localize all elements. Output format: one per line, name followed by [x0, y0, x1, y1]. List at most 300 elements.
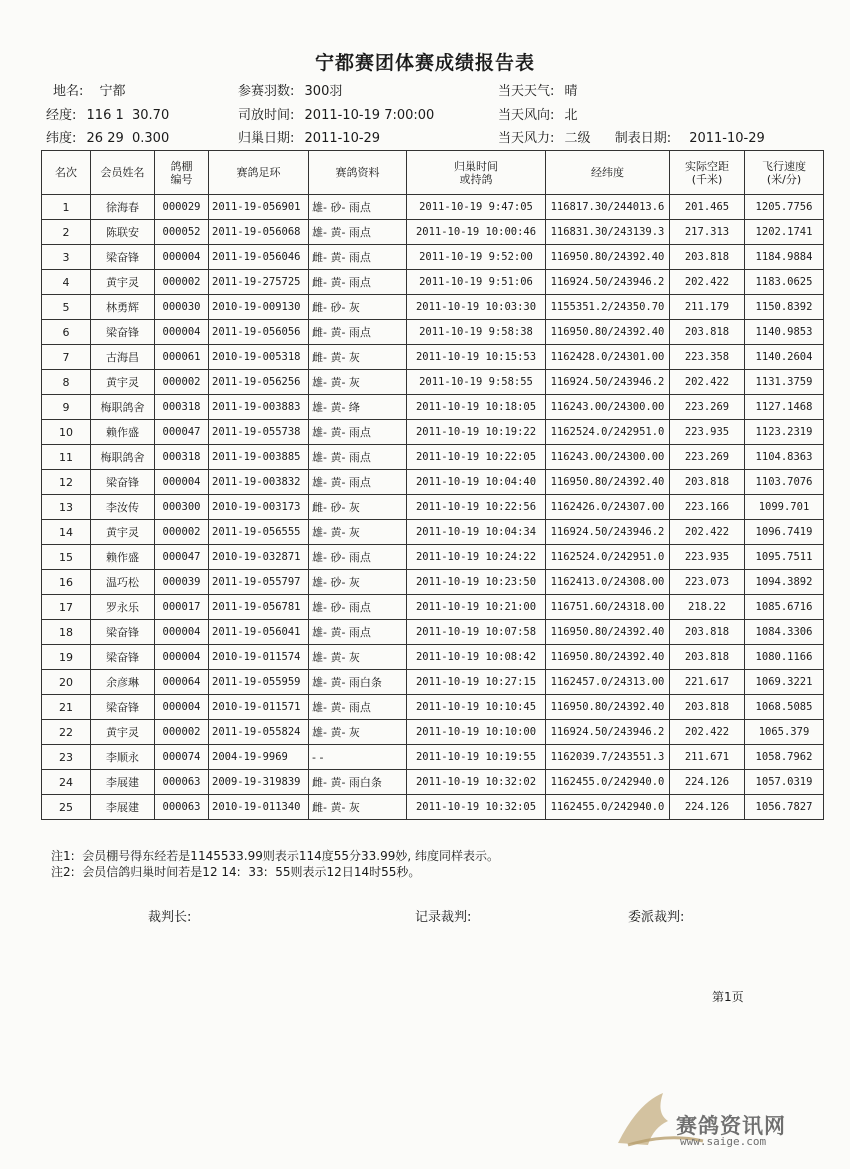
table-row: [42, 470, 824, 495]
table-cell: 2011-10-19 10:15:53: [407, 345, 546, 370]
wind-force-row: [498, 127, 765, 146]
made-date-label: 制表日期:: [614, 131, 672, 146]
count-value: 300羽: [304, 84, 343, 99]
table-cell: 雄- 黄- 雨点: [309, 470, 407, 495]
table-cell: 1065.379: [745, 720, 824, 745]
table-cell: 雌- 砂- 灰: [309, 295, 407, 320]
table-cell: 000052: [155, 220, 209, 245]
referee-head-label: 裁判长:: [148, 910, 192, 925]
table-cell: 2011-10-19 10:23:50: [407, 570, 546, 595]
table-cell: 224.126: [670, 795, 745, 820]
table-cell: 2011-10-19 10:10:00: [407, 720, 546, 745]
table-cell: 李汝传: [91, 495, 155, 520]
watermark-url: www.saige.com: [680, 1135, 767, 1148]
table-cell: 2011-10-19 10:00:46: [407, 220, 546, 245]
column-header: 赛鸽足环: [209, 151, 309, 195]
table-cell: 2011-19-056046: [209, 245, 309, 270]
table-cell: 1069.3221: [745, 670, 824, 695]
table-cell: 116831.30/243139.3: [546, 220, 670, 245]
table-cell: 2011-10-19 9:58:38: [407, 320, 546, 345]
table-cell: 1058.7962: [745, 745, 824, 770]
table-cell: 1: [42, 195, 91, 220]
table-cell: 2011-10-19 10:21:00: [407, 595, 546, 620]
table-row: [42, 320, 824, 345]
table-cell: 1162457.0/24313.00: [546, 670, 670, 695]
table-cell: 203.818: [670, 645, 745, 670]
table-cell: 2011-10-19 9:47:05: [407, 195, 546, 220]
column-header: 飞行速度 (米/分): [745, 151, 824, 195]
table-cell: 000318: [155, 445, 209, 470]
table-cell: 温巧松: [91, 570, 155, 595]
table-row: [42, 245, 824, 270]
table-cell: 1162413.0/24308.00: [546, 570, 670, 595]
table-cell: 223.935: [670, 420, 745, 445]
table-cell: 2010-19-005318: [209, 345, 309, 370]
table-cell: 黄宇灵: [91, 720, 155, 745]
table-cell: 116950.80/24392.40: [546, 695, 670, 720]
table-cell: 202.422: [670, 270, 745, 295]
table-cell: 2011-10-19 9:58:55: [407, 370, 546, 395]
table-cell: 13: [42, 495, 91, 520]
table-cell: 2011-10-19 10:27:15: [407, 670, 546, 695]
table-cell: 2011-19-056256: [209, 370, 309, 395]
table-cell: 000047: [155, 545, 209, 570]
wind-dir-row: [498, 104, 578, 123]
table-row: [42, 445, 824, 470]
table-cell: 2011-19-056555: [209, 520, 309, 545]
column-header: 鸽棚 编号: [155, 151, 209, 195]
table-cell: 1150.8392: [745, 295, 824, 320]
table-cell: 203.818: [670, 695, 745, 720]
table-cell: 陈联安: [91, 220, 155, 245]
table-cell: 21: [42, 695, 91, 720]
table-cell: 202.422: [670, 370, 745, 395]
table-cell: 雌- 黄- 灰: [309, 345, 407, 370]
page-number: 第1页: [712, 990, 744, 1004]
table-cell: 1183.0625: [745, 270, 824, 295]
table-cell: 000004: [155, 470, 209, 495]
column-header: 经纬度: [546, 151, 670, 195]
table-cell: 1162428.0/24301.00: [546, 345, 670, 370]
table-cell: 徐海春: [91, 195, 155, 220]
table-cell: 雄- 黄- 灰: [309, 720, 407, 745]
table-cell: 雄- 砂- 雨点: [309, 195, 407, 220]
release-label: 司放时间:: [238, 108, 295, 123]
table-cell: 16: [42, 570, 91, 595]
table-row: [42, 520, 824, 545]
table-row: [42, 695, 824, 720]
table-cell: 2011-10-19 10:04:40: [407, 470, 546, 495]
table-cell: 梅职鸽舍: [91, 395, 155, 420]
table-cell: 000002: [155, 520, 209, 545]
table-cell: 1162426.0/24307.00: [546, 495, 670, 520]
table-cell: 1068.5085: [745, 695, 824, 720]
table-cell: 2011-19-056901: [209, 195, 309, 220]
weather-value: 晴: [564, 84, 578, 99]
table-cell: 223.073: [670, 570, 745, 595]
table-cell: 李顺永: [91, 745, 155, 770]
column-header: 归巢时间 或持鸽: [407, 151, 546, 195]
table-cell: 2011-10-19 10:03:30: [407, 295, 546, 320]
table-cell: 116243.00/24300.00: [546, 445, 670, 470]
table-cell: 000017: [155, 595, 209, 620]
table-cell: 116950.80/24392.40: [546, 620, 670, 645]
table-cell: 雄- 黄- 灰: [309, 370, 407, 395]
table-cell: 201.465: [670, 195, 745, 220]
table-cell: 10: [42, 420, 91, 445]
table-cell: 116924.50/243946.2: [546, 520, 670, 545]
table-cell: 1103.7076: [745, 470, 824, 495]
longitude-label: 经度:: [46, 108, 77, 123]
table-cell: 5: [42, 295, 91, 320]
notes: [51, 848, 499, 880]
table-cell: 18: [42, 620, 91, 645]
table-cell: 3: [42, 245, 91, 270]
table-cell: 雄- 黄- 灰: [309, 645, 407, 670]
wind-force-value: 二级: [564, 131, 591, 146]
table-row: [42, 370, 824, 395]
table-cell: 116817.30/244013.6: [546, 195, 670, 220]
table-cell: 梅职鸽舍: [91, 445, 155, 470]
table-cell: 116751.60/24318.00: [546, 595, 670, 620]
table-cell: 1162455.0/242940.0: [546, 770, 670, 795]
table-cell: 211.179: [670, 295, 745, 320]
table-cell: 2011-19-003832: [209, 470, 309, 495]
table-cell: 223.166: [670, 495, 745, 520]
table-cell: 000002: [155, 720, 209, 745]
table-cell: 000047: [155, 420, 209, 445]
table-cell: 2011-10-19 10:22:05: [407, 445, 546, 470]
table-cell: 1140.9853: [745, 320, 824, 345]
table-cell: 梁奋锋: [91, 645, 155, 670]
table-cell: 罗永乐: [91, 595, 155, 620]
table-cell: 6: [42, 320, 91, 345]
table-cell: 2011-19-055959: [209, 670, 309, 695]
table-cell: 000002: [155, 370, 209, 395]
table-cell: 202.422: [670, 520, 745, 545]
table-cell: 217.313: [670, 220, 745, 245]
table-row: [42, 495, 824, 520]
table-cell: 19: [42, 645, 91, 670]
table-cell: 2011-19-003885: [209, 445, 309, 470]
table-cell: 2011-10-19 10:08:42: [407, 645, 546, 670]
table-cell: 000004: [155, 620, 209, 645]
wind-dir-value: 北: [564, 108, 578, 123]
place-value: 宁都: [99, 84, 126, 99]
table-cell: 2010-19-003173: [209, 495, 309, 520]
table-row: [42, 645, 824, 670]
table-cell: 223.935: [670, 545, 745, 570]
table-cell: 1099.701: [745, 495, 824, 520]
table-cell: 1056.7827: [745, 795, 824, 820]
count-label: 参赛羽数:: [238, 84, 295, 99]
table-cell: 202.422: [670, 720, 745, 745]
table-cell: 2011-19-056781: [209, 595, 309, 620]
table-cell: 雄- 黄- 雨点: [309, 220, 407, 245]
table-cell: 2011-10-19 10:32:05: [407, 795, 546, 820]
table-cell: 224.126: [670, 770, 745, 795]
weather-row: [498, 80, 578, 99]
table-cell: 1162524.0/242951.0: [546, 545, 670, 570]
return-value: 2011-10-29: [304, 131, 381, 146]
table-cell: 203.818: [670, 470, 745, 495]
table-cell: 1127.1468: [745, 395, 824, 420]
table-cell: 2010-19-009130: [209, 295, 309, 320]
table-cell: 218.22: [670, 595, 745, 620]
table-cell: 000061: [155, 345, 209, 370]
table-cell: 2011-10-19 10:04:34: [407, 520, 546, 545]
column-header: 会员姓名: [91, 151, 155, 195]
return-row: [238, 127, 380, 146]
table-row: [42, 745, 824, 770]
report-title: 宁都赛团体赛成绩报告表: [314, 52, 535, 74]
table-cell: 林勇辉: [91, 295, 155, 320]
table-cell: 1084.3306: [745, 620, 824, 645]
table-row: [42, 220, 824, 245]
table-cell: 1155351.2/24350.70: [546, 295, 670, 320]
table-cell: 116950.80/24392.40: [546, 645, 670, 670]
longitude-row: [46, 104, 169, 123]
table-row: [42, 345, 824, 370]
table-cell: 1202.1741: [745, 220, 824, 245]
return-label: 归巢日期:: [238, 131, 295, 146]
delegate-label: 委派裁判:: [628, 910, 685, 925]
table-cell: 2011-19-275725: [209, 270, 309, 295]
table-cell: 17: [42, 595, 91, 620]
table-cell: 25: [42, 795, 91, 820]
table-cell: 2011-19-056068: [209, 220, 309, 245]
table-cell: 古海昌: [91, 345, 155, 370]
table-cell: 2011-10-19 10:24:22: [407, 545, 546, 570]
table-cell: 2011-19-003883: [209, 395, 309, 420]
table-cell: 1104.8363: [745, 445, 824, 470]
table-cell: 15: [42, 545, 91, 570]
table-cell: 12: [42, 470, 91, 495]
table-cell: 2010-19-011340: [209, 795, 309, 820]
table-cell: 李展建: [91, 795, 155, 820]
table-cell: 000030: [155, 295, 209, 320]
table-cell: 雄- 砂- 灰: [309, 570, 407, 595]
table-cell: 2011-19-056041: [209, 620, 309, 645]
note-1: 注1: 会员棚号得东经若是1145533.99则表示114度55分33.99妙, 纬度同样表示。: [51, 849, 499, 863]
watermark-text: 赛鸽资讯网: [676, 1114, 786, 1138]
table-cell: 24: [42, 770, 91, 795]
table-row: [42, 595, 824, 620]
release-value: 2011-10-19 7:00:00: [304, 108, 435, 123]
table-cell: 116950.80/24392.40: [546, 245, 670, 270]
table-cell: 22: [42, 720, 91, 745]
table-row: [42, 295, 824, 320]
wind-force-label: 当天风力:: [498, 131, 555, 146]
table-cell: 赖作盛: [91, 545, 155, 570]
table-cell: 2011-10-19 9:51:06: [407, 270, 546, 295]
table-cell: 雌- 黄- 雨白条: [309, 770, 407, 795]
table-cell: 2011-19-056056: [209, 320, 309, 345]
table-cell: 1096.7419: [745, 520, 824, 545]
place-row: [53, 80, 126, 99]
note-2: 注2: 会员信鸽归巢时间若是12 14: 33: 55则表示12日14时55秒。: [51, 865, 421, 879]
table-cell: 2011-10-19 10:22:56: [407, 495, 546, 520]
table-cell: 2011-10-19 10:19:22: [407, 420, 546, 445]
table-cell: 黄宇灵: [91, 270, 155, 295]
column-header: 名次: [42, 151, 91, 195]
results-table: [41, 150, 824, 820]
table-cell: 雌- 砂- 灰: [309, 495, 407, 520]
table-cell: 000074: [155, 745, 209, 770]
table-row: [42, 570, 824, 595]
table-cell: 116950.80/24392.40: [546, 320, 670, 345]
latitude-label: 纬度:: [46, 131, 77, 146]
table-cell: 116950.80/24392.40: [546, 470, 670, 495]
table-cell: 000004: [155, 645, 209, 670]
table-cell: 000039: [155, 570, 209, 595]
table-cell: 1131.3759: [745, 370, 824, 395]
column-header: 实际空距 (千米): [670, 151, 745, 195]
table-cell: 23: [42, 745, 91, 770]
table-cell: 223.358: [670, 345, 745, 370]
table-row: [42, 195, 824, 220]
place-label: 地名:: [53, 84, 84, 99]
table-cell: 116924.50/243946.2: [546, 270, 670, 295]
table-cell: 2011-10-19 9:52:00: [407, 245, 546, 270]
table-cell: 000004: [155, 695, 209, 720]
table-cell: 2004-19-9969: [209, 745, 309, 770]
table-row: [42, 395, 824, 420]
table-row: [42, 620, 824, 645]
table-cell: 11: [42, 445, 91, 470]
table-row: [42, 270, 824, 295]
table-cell: 8: [42, 370, 91, 395]
table-row: [42, 420, 824, 445]
table-row: [42, 720, 824, 745]
count-row: [238, 80, 342, 99]
table-cell: 1205.7756: [745, 195, 824, 220]
table-cell: 1162455.0/242940.0: [546, 795, 670, 820]
table-cell: 雄- 黄- 绛: [309, 395, 407, 420]
table-cell: 000029: [155, 195, 209, 220]
table-cell: 1123.2319: [745, 420, 824, 445]
column-header: 赛鸽资料: [309, 151, 407, 195]
table-cell: 赖作盛: [91, 420, 155, 445]
table-cell: 梁奋锋: [91, 620, 155, 645]
table-cell: 1162524.0/242951.0: [546, 420, 670, 445]
table-cell: 4: [42, 270, 91, 295]
table-cell: 000063: [155, 795, 209, 820]
table-cell: 14: [42, 520, 91, 545]
table-cell: 雌- 黄- 雨点: [309, 245, 407, 270]
table-cell: 000004: [155, 320, 209, 345]
table-cell: 1162039.7/243551.3: [546, 745, 670, 770]
table-cell: 梁奋锋: [91, 695, 155, 720]
table-cell: 1080.1166: [745, 645, 824, 670]
table-cell: 黄宇灵: [91, 520, 155, 545]
table-cell: 000318: [155, 395, 209, 420]
table-body: [42, 195, 824, 820]
table-cell: 雄- 砂- 雨点: [309, 545, 407, 570]
table-cell: 雄- 黄- 灰: [309, 520, 407, 545]
table-cell: 223.269: [670, 445, 745, 470]
table-cell: 2009-19-319839: [209, 770, 309, 795]
recorder-label: 记录裁判:: [415, 910, 472, 925]
table-cell: 2011-10-19 10:07:58: [407, 620, 546, 645]
table-cell: 雄- 黄- 雨点: [309, 420, 407, 445]
release-row: [238, 104, 434, 123]
table-cell: 2011-10-19 10:32:02: [407, 770, 546, 795]
table-cell: 116243.00/24300.00: [546, 395, 670, 420]
latitude-row: [46, 127, 169, 146]
table-cell: 雄- 黄- 雨点: [309, 445, 407, 470]
table-cell: 000064: [155, 670, 209, 695]
table-row: [42, 795, 824, 820]
table-cell: 雌- 黄- 雨点: [309, 320, 407, 345]
table-cell: 2010-19-011571: [209, 695, 309, 720]
table-cell: 雄- 砂- 雨点: [309, 595, 407, 620]
table-row: [42, 545, 824, 570]
weather-label: 当天天气:: [498, 84, 555, 99]
table-cell: 2: [42, 220, 91, 245]
table-cell: 000004: [155, 245, 209, 270]
table-cell: 203.818: [670, 245, 745, 270]
table-cell: 2010-19-032871: [209, 545, 309, 570]
table-cell: 1057.0319: [745, 770, 824, 795]
table-cell: 000002: [155, 270, 209, 295]
longitude-value: 116 1 30.70: [86, 108, 170, 123]
table-cell: 116924.50/243946.2: [546, 720, 670, 745]
table-cell: 221.617: [670, 670, 745, 695]
table-header-row: [42, 151, 824, 195]
made-date-value: 2011-10-29: [689, 131, 765, 146]
table-cell: 李展建: [91, 770, 155, 795]
table-cell: 211.671: [670, 745, 745, 770]
table-row: [42, 670, 824, 695]
table-cell: 203.818: [670, 320, 745, 345]
table-cell: 000063: [155, 770, 209, 795]
table-cell: 雄- 黄- 雨点: [309, 620, 407, 645]
table-cell: 2011-10-19 10:18:05: [407, 395, 546, 420]
latitude-value: 26 29 0.300: [86, 131, 170, 146]
wind-dir-label: 当天风向:: [498, 108, 555, 123]
table-cell: 梁奋锋: [91, 320, 155, 345]
table-cell: 雄- 黄- 雨点: [309, 695, 407, 720]
table-cell: 2010-19-011574: [209, 645, 309, 670]
table-row: [42, 770, 824, 795]
table-cell: 雌- 黄- 灰: [309, 795, 407, 820]
table-cell: 20: [42, 670, 91, 695]
table-cell: 2011-10-19 10:19:55: [407, 745, 546, 770]
table-cell: 黄宇灵: [91, 370, 155, 395]
table-cell: 7: [42, 345, 91, 370]
table-cell: 223.269: [670, 395, 745, 420]
table-cell: 2011-19-055797: [209, 570, 309, 595]
table-cell: 雄- 黄- 雨白条: [309, 670, 407, 695]
table-cell: 梁奋锋: [91, 245, 155, 270]
table-cell: 116924.50/243946.2: [546, 370, 670, 395]
table-cell: 2011-19-055738: [209, 420, 309, 445]
table-cell: 1085.6716: [745, 595, 824, 620]
table-cell: 203.818: [670, 620, 745, 645]
table-cell: 2011-19-055824: [209, 720, 309, 745]
table-cell: 9: [42, 395, 91, 420]
table-cell: - -: [309, 745, 407, 770]
table-cell: 1184.9884: [745, 245, 824, 270]
table-cell: 2011-10-19 10:10:45: [407, 695, 546, 720]
table-cell: 1094.3892: [745, 570, 824, 595]
table-cell: 梁奋锋: [91, 470, 155, 495]
table-cell: 余彦琳: [91, 670, 155, 695]
table-cell: 1095.7511: [745, 545, 824, 570]
table-cell: 雌- 黄- 雨点: [309, 270, 407, 295]
table-cell: 1140.2604: [745, 345, 824, 370]
